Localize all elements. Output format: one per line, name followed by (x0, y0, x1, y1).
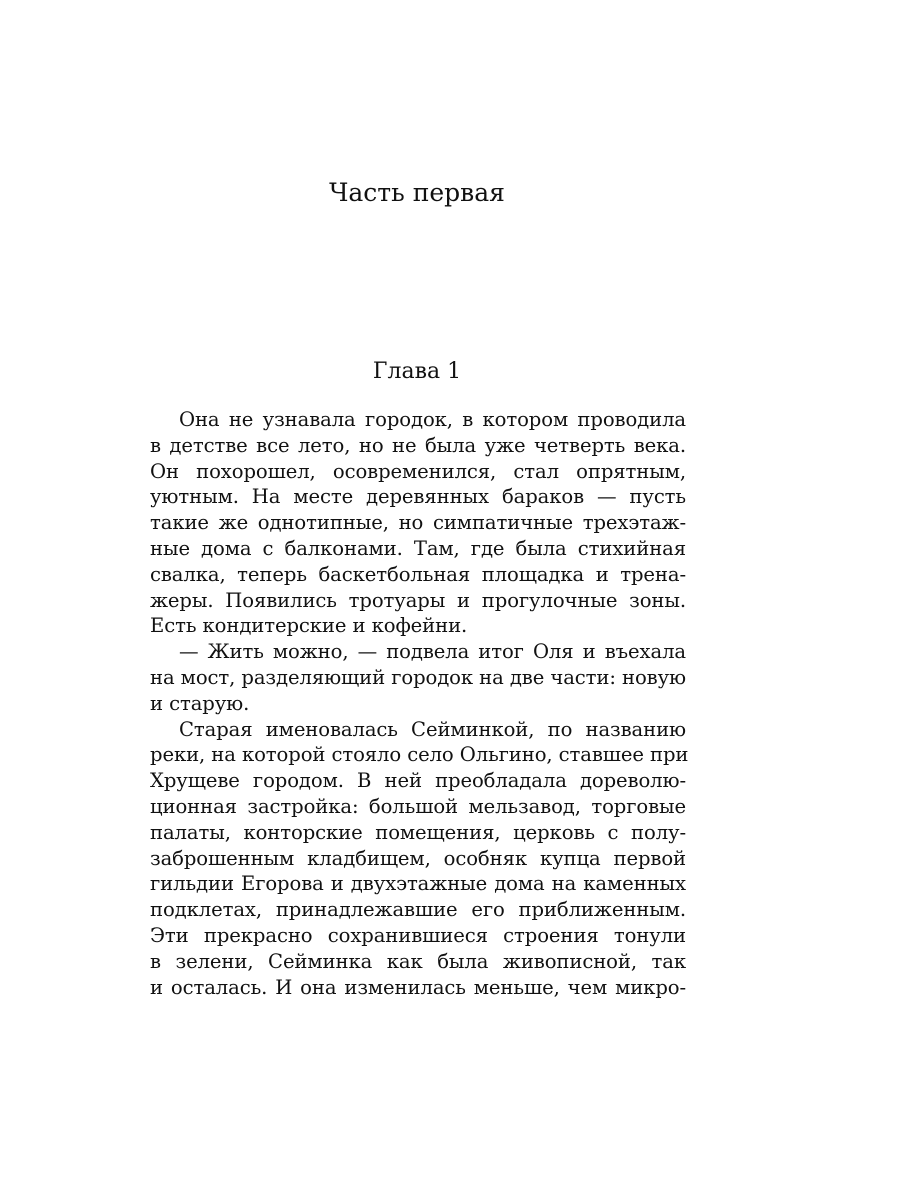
text-line: — Жить можно, — подвела итог Оля и въехала (179, 640, 686, 664)
part-title: Часть первая (329, 178, 505, 207)
text-line: Старая именовалась Сейминкой, по названию (179, 717, 686, 741)
text-line: подклетах, принадлежавшие его приближенным. (150, 898, 686, 922)
text-line: Есть кондитерские и кофейни. (150, 614, 468, 638)
text-line: и осталась. И она изменилась меньше, чем микро- (150, 975, 686, 999)
chapter-title: Глава 1 (372, 359, 462, 384)
text-line: Хрущеве городом. В ней преобладала дореволю- (150, 769, 686, 793)
chapter-body (150, 407, 689, 1000)
text-line: Она не узнавала городок, в котором проводила (179, 408, 686, 431)
text-line: Эти прекрасно сохранившиеся строения тонули (150, 923, 686, 947)
text-line: заброшенным кладбищем, особняк купца первой (150, 846, 686, 870)
text-line: в детстве все лето, но не была уже четверть века. (150, 433, 686, 457)
text-line: Он похорошел, осовременился, стал опрятным, (150, 459, 686, 483)
text-line: ные дома с балконами. Там, где была стихийная (150, 536, 686, 560)
text-line: ционная застройка: большой мельзавод, торговые (150, 794, 686, 818)
text-line: жеры. Появились тротуары и прогулочные зоны. (150, 588, 686, 612)
text-line: реки, на которой стояло село Ольгино, ставшее при (150, 743, 689, 767)
text-line: и старую. (150, 691, 250, 715)
text-line: уютным. На месте деревянных бараков — пусть (150, 485, 686, 509)
text-line: такие же однотипные, но симпатичные трехэтаж- (150, 511, 686, 535)
text-line: на мост, разделяющий городок на две части: новую (150, 665, 686, 689)
text-line: палаты, конторские помещения, церковь с полу- (150, 820, 686, 844)
text-line: свалка, теперь баскетбольная площадка и трена- (150, 562, 686, 586)
text-line: в зелени, Сейминка как была живописной, так (150, 949, 686, 973)
text-line: гильдии Егорова и двухэтажные дома на каменных (150, 872, 686, 896)
